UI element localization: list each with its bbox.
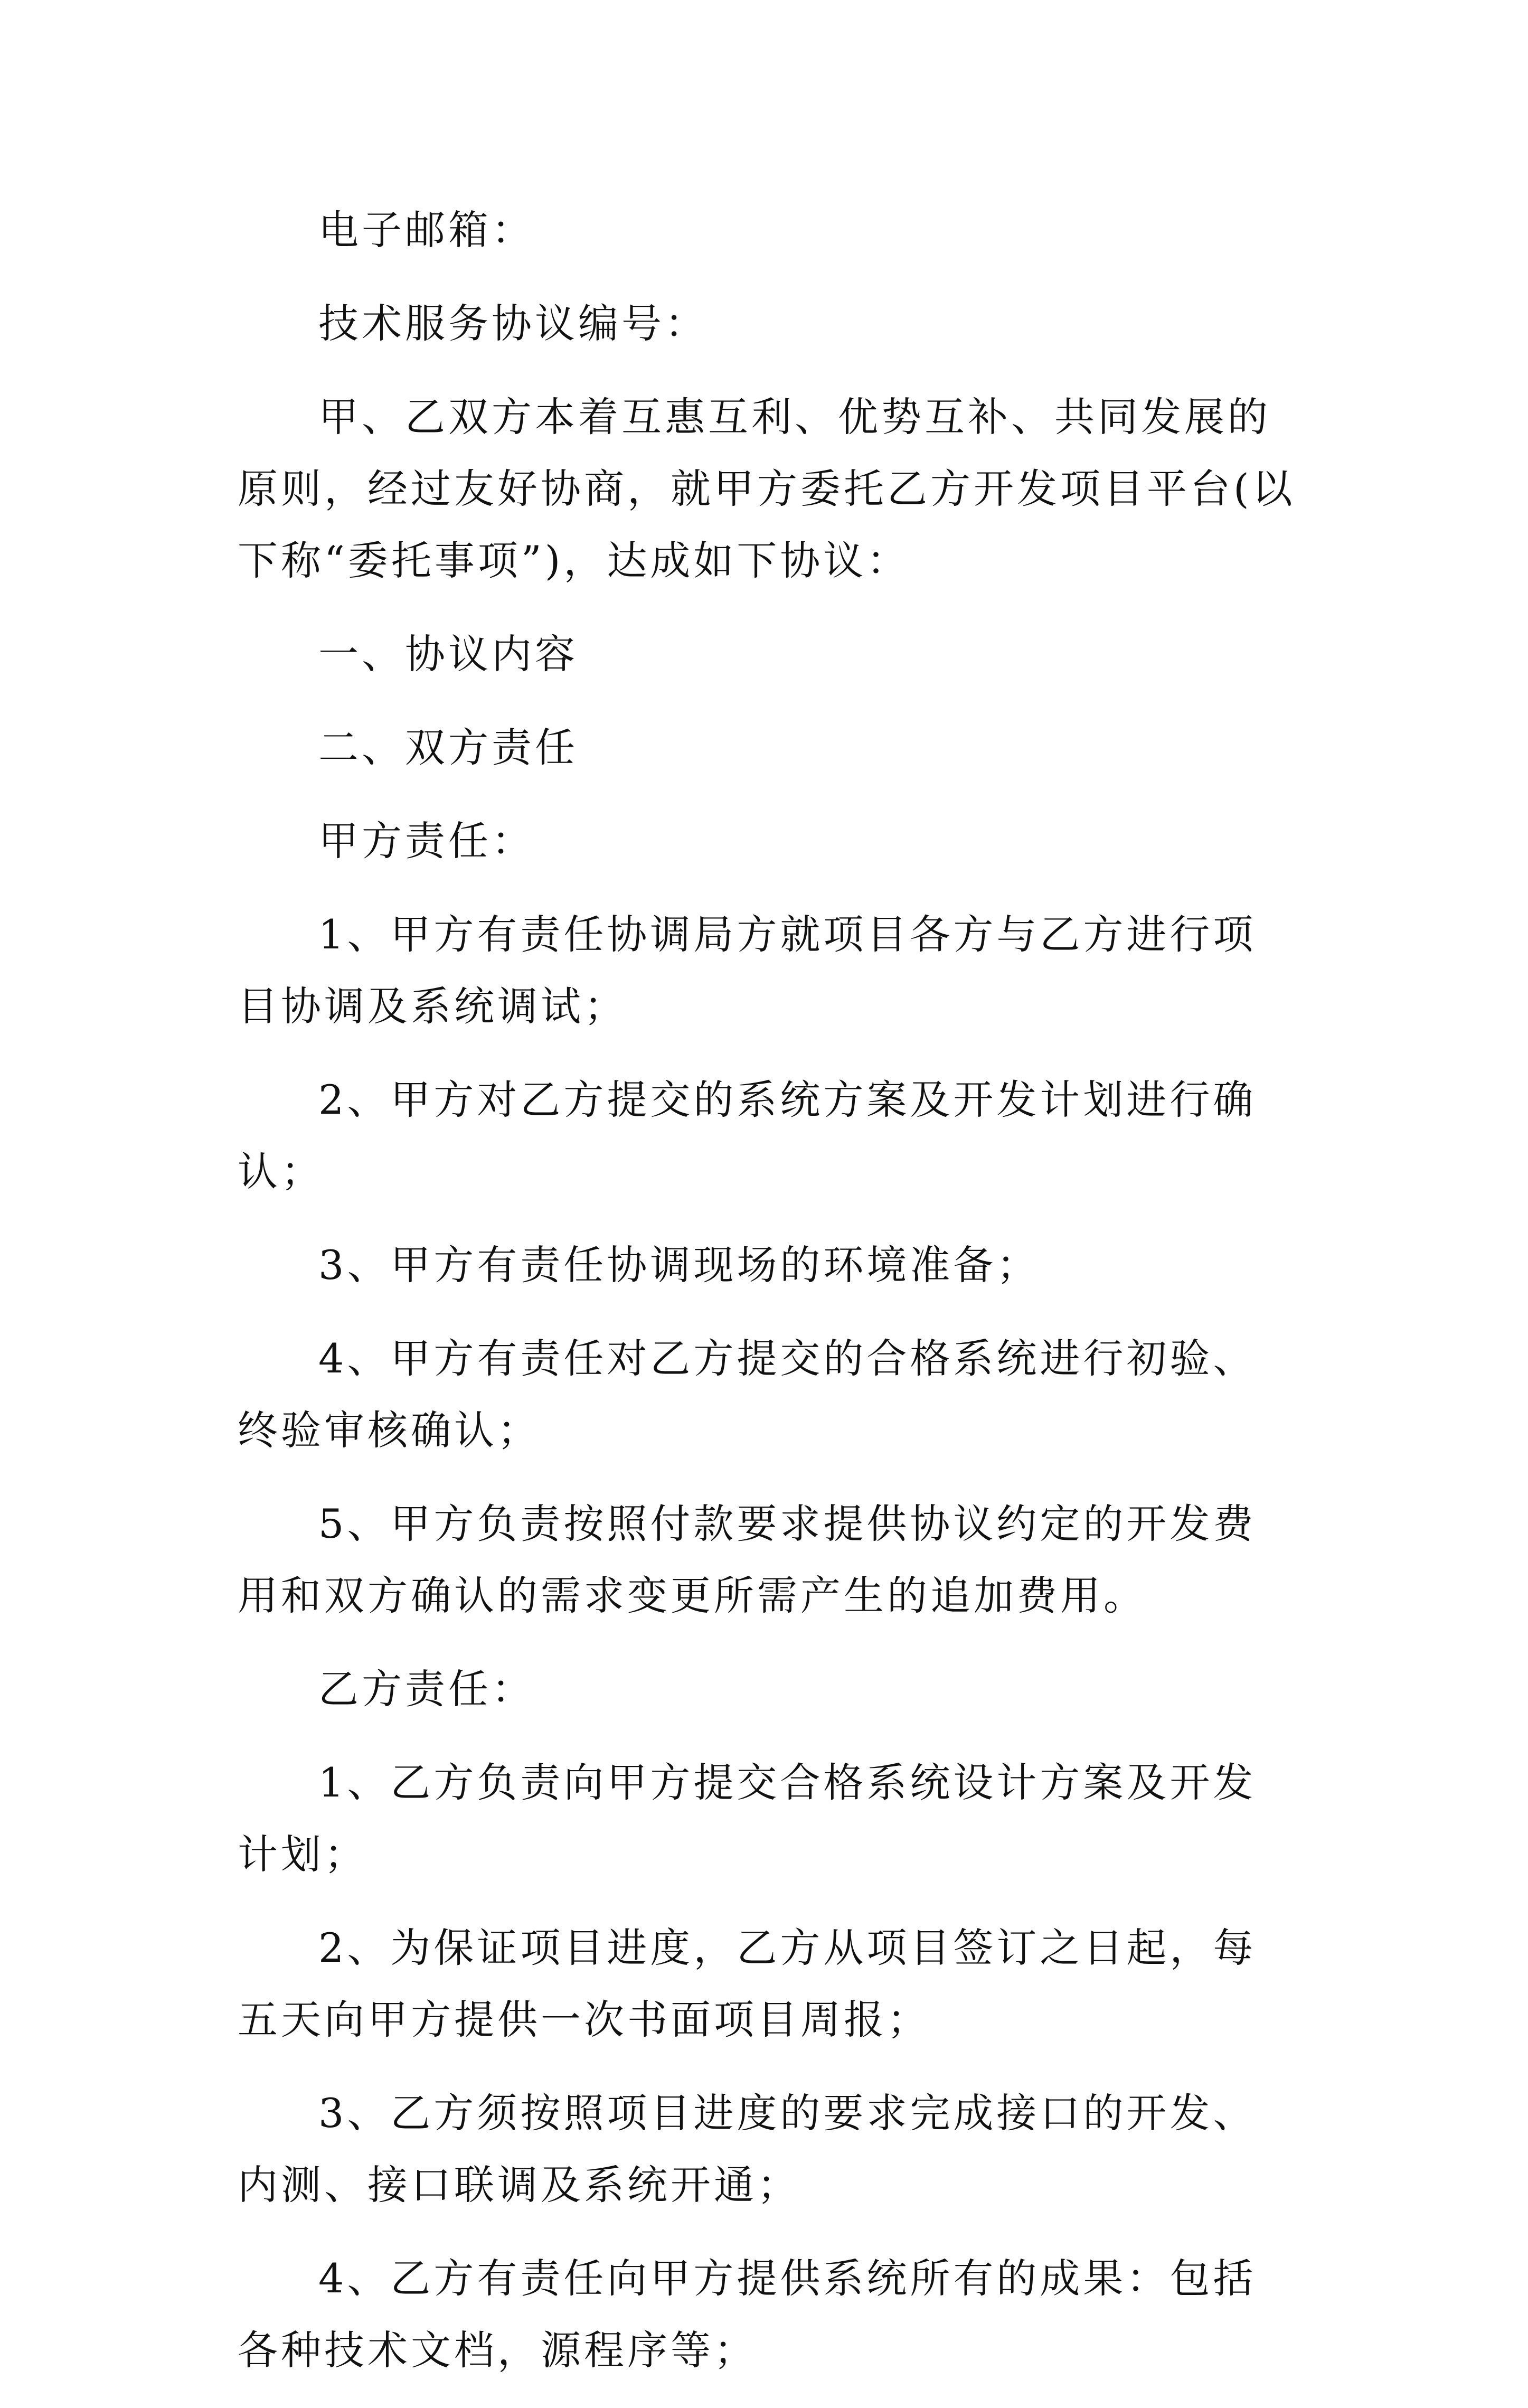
party-a-item-3: 3、甲方有责任协调现场的环境准备； [318, 1241, 1040, 1288]
party-a-item-5: 5、甲方负责按照付款要求提供协议约定的开发费用和双方确认的需求变更所需产生的追加费用。 [238, 1500, 1257, 1619]
party-b-heading: 乙方责任： [318, 1666, 535, 1713]
section-heading-responsibilities: 二、双方责任 [318, 724, 578, 771]
party-b-item-1: 1、乙方负责向甲方提交合格系统设计方案及开发计划； [238, 1759, 1257, 1878]
party-b-item-2: 2、为保证项目进度，乙方从项目签订之日起，每五天向甲方提供一次书面项目周报； [238, 1924, 1257, 2043]
party-a-item-4: 4、甲方有责任对乙方提交的合格系统进行初验、终验审核确认； [238, 1335, 1257, 1454]
party-b-item-4: 4、乙方有责任向甲方提供系统所有的成果：包括各种技术文档，源程序等； [238, 2255, 1257, 2374]
agreement-number-label: 技术服务协议编号： [318, 300, 708, 347]
party-a-item-2: 2、甲方对乙方提交的系统方案及开发计划进行确认； [238, 1076, 1257, 1195]
party-b-item-3: 3、乙方须按照项目进度的要求完成接口的开发、内测、接口联调及系统开通； [238, 2090, 1257, 2208]
preamble-paragraph: 甲、乙双方本着互惠互利、优势互补、共同发展的原则，经过友好协商，就甲方委托乙方开发项目平台(以下称“委托事项”)，达成如下协议： [238, 393, 1296, 584]
email-label: 电子邮箱： [318, 206, 535, 253]
section-heading-content: 一、协议内容 [318, 631, 578, 678]
party-a-heading: 甲方责任： [318, 817, 535, 864]
party-a-item-1: 1、甲方有责任协调局方就项目各方与乙方进行项目协调及系统调试； [238, 911, 1257, 1030]
document-body [238, 194, 1299, 2408]
